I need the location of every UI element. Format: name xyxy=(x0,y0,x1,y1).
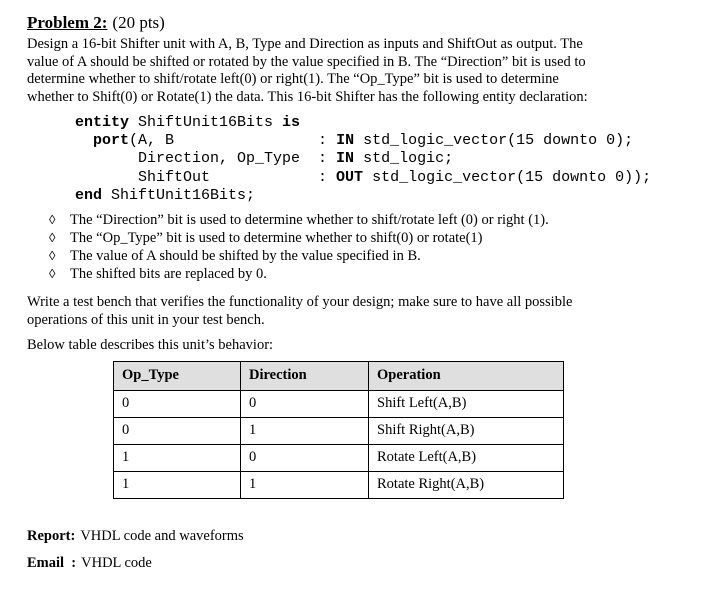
code-line xyxy=(75,114,697,132)
intro-line: value of A should be shifted or rotated by the value specified in B. The “Direction” bit is used to xyxy=(27,53,586,70)
diamond-bullet-icon: ◊ xyxy=(49,266,56,282)
testbench-line: Write a test bench that verifies the functionality of your design; make sure to have all possible xyxy=(27,294,573,311)
code-keyword: is xyxy=(282,114,301,131)
diamond-bullet-icon: ◊ xyxy=(49,212,56,228)
code-line xyxy=(75,150,697,168)
cell-operation: Shift Right(A,B) xyxy=(369,417,564,444)
code-keyword: entity xyxy=(75,114,130,131)
bullet-text: The shifted bits are replaced by 0. xyxy=(70,266,267,283)
bullet-item xyxy=(49,247,697,265)
table-header-op-type: Op_Type xyxy=(114,361,241,390)
intro-paragraph xyxy=(27,36,697,106)
bullet-item xyxy=(49,265,697,283)
code-line xyxy=(75,132,697,150)
vhdl-entity-code-block xyxy=(75,114,697,205)
bullet-item xyxy=(49,229,697,247)
code-keyword: IN xyxy=(336,132,355,150)
cell-direction: 0 xyxy=(241,444,369,471)
code-text: (A, B : xyxy=(129,132,337,150)
problem-points: (20 pts) xyxy=(112,13,165,32)
bullet-item xyxy=(49,211,697,229)
intro-line: Design a 16-bit Shifter unit with A, B, Type and Direction as inputs and ShiftOut as output. The xyxy=(27,36,583,52)
bullet-text: The value of A should be shifted by the value specified in B. xyxy=(70,248,421,265)
cell-op-type: 1 xyxy=(114,444,241,471)
testbench-paragraph xyxy=(27,294,697,329)
testbench-line: operations of this unit in your test bench. xyxy=(27,311,265,328)
code-keyword: port xyxy=(93,132,130,150)
cell-direction: 1 xyxy=(241,417,369,444)
code-text: ShiftUnit16Bits; xyxy=(102,186,256,204)
deliverables-footer xyxy=(27,528,697,573)
intro-line: whether to Shift(0) or Rotate(1) the data. This 16-bit Shifter has the following entity declaration: xyxy=(27,88,588,105)
table-header-direction: Direction xyxy=(241,361,369,390)
behavior-table xyxy=(113,361,564,499)
code-keyword: IN xyxy=(336,150,355,168)
code-text: ShiftOut : xyxy=(75,168,337,186)
report-label: Report: xyxy=(27,527,76,544)
table-row xyxy=(114,444,564,471)
code-text xyxy=(75,132,93,149)
cell-operation: Rotate Right(A,B) xyxy=(369,471,564,498)
report-line xyxy=(27,528,697,546)
bullet-text: The “Op_Type” bit is used to determine whether to shift(0) or rotate(1) xyxy=(70,230,483,247)
email-line xyxy=(27,555,697,573)
code-keyword: OUT xyxy=(336,168,364,186)
table-row xyxy=(114,390,564,417)
code-text: Direction, Op_Type : xyxy=(75,150,337,168)
cell-operation: Shift Left(A,B) xyxy=(369,390,564,417)
code-keyword: end xyxy=(75,186,103,204)
code-text: std_logic_vector(15 downto 0); xyxy=(354,132,634,150)
cell-direction: 0 xyxy=(241,390,369,417)
code-line xyxy=(75,187,697,205)
code-text: std_logic; xyxy=(354,150,454,168)
diamond-bullet-icon: ◊ xyxy=(49,230,56,246)
cell-direction: 1 xyxy=(241,471,369,498)
table-header-operation: Operation xyxy=(369,361,564,390)
table-header-row xyxy=(114,361,564,390)
diamond-bullet-icon: ◊ xyxy=(49,248,56,264)
table-row xyxy=(114,471,564,498)
email-label: Email : xyxy=(27,555,77,572)
code-text: ShiftUnit16Bits xyxy=(129,114,283,131)
spec-bullet-list xyxy=(49,211,697,283)
cell-op-type: 0 xyxy=(114,390,241,417)
problem-heading xyxy=(27,13,697,33)
table-row xyxy=(114,417,564,444)
email-text: VHDL code xyxy=(81,555,152,572)
intro-line: determine whether to shift/rotate left(0) or right(1). The “Op_Type” bit is used to determine xyxy=(27,71,559,87)
code-text: std_logic_vector(15 downto 0)); xyxy=(363,168,652,186)
problem-title: Problem 2: xyxy=(27,13,108,32)
bullet-text: The “Direction” bit is used to determine whether to shift/rotate left (0) or right (1). xyxy=(70,212,549,229)
cell-operation: Rotate Left(A,B) xyxy=(369,444,564,471)
code-line xyxy=(75,169,697,187)
table-intro-text: Below table describes this unit’s behavior: xyxy=(27,337,274,354)
report-text: VHDL code and waveforms xyxy=(80,527,244,544)
cell-op-type: 0 xyxy=(114,417,241,444)
cell-op-type: 1 xyxy=(114,471,241,498)
